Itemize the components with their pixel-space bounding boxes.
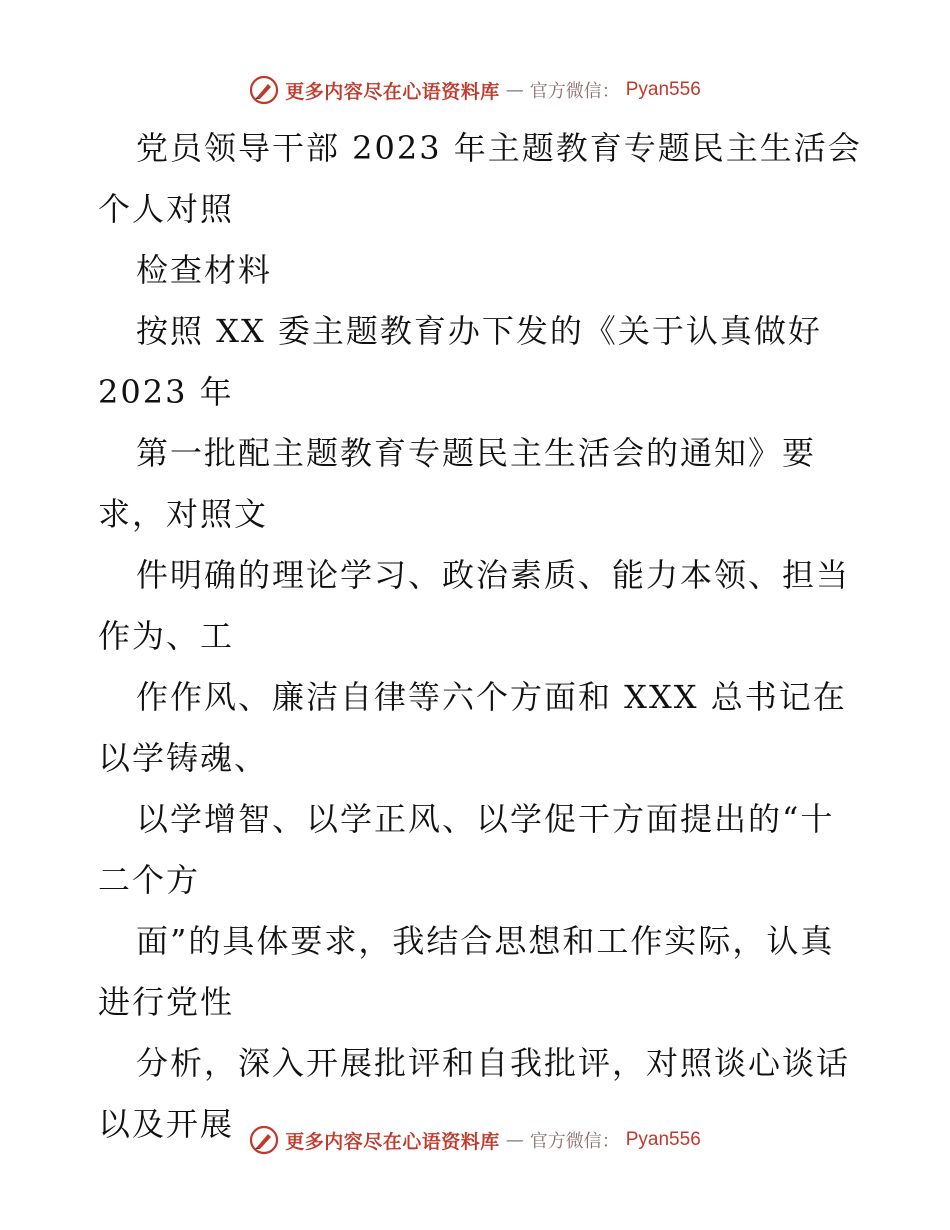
paragraph-line: 以及开展 (98, 1105, 235, 1143)
paragraph-line: 按照 XX 委主题教育办下发的《关于认真做好 (136, 312, 822, 350)
paragraph-line: 二个方 (98, 861, 201, 899)
paragraph-line: 求，对照文 (98, 495, 269, 533)
document-body (98, 118, 878, 1155)
title-line-2: 个人对照 (98, 190, 235, 228)
paragraph-line: 进行党性 (98, 983, 235, 1021)
paragraph-line: 分析，深入开展批评和自我批评，对照谈心谈话 (136, 1044, 851, 1082)
paragraph-line: 作作风、廉洁自律等六个方面和 XXX 总书记在 (136, 678, 847, 716)
pen-logo-icon (249, 75, 279, 105)
paragraph-line: 件明确的理论学习、政治素质、能力本领、担当 (136, 556, 851, 594)
title-line-1: 党员领导干部 2023 年主题教育专题民主生活会 (136, 129, 862, 167)
watermark-text: 更多内容尽在心语资料库 (285, 1130, 500, 1153)
watermark-wechat-label: 官方微信： (529, 1131, 620, 1152)
pen-logo-icon (249, 1125, 279, 1155)
footer-watermark (0, 1120, 950, 1160)
watermark-separator: — (505, 1129, 524, 1151)
watermark-separator: — (505, 79, 524, 101)
watermark-text: 更多内容尽在心语资料库 (285, 80, 500, 103)
paragraph-line: 第一批配主题教育专题民主生活会的通知》要 (136, 434, 817, 472)
paragraph-line: 面”的具体要求，我结合思想和工作实际，认真 (136, 922, 835, 960)
watermark-wechat-id: Pyan556 (625, 1129, 701, 1150)
watermark-wechat-label: 官方微信： (529, 81, 620, 102)
header-watermark (0, 70, 950, 110)
watermark-wechat-id: Pyan556 (625, 79, 701, 100)
paragraph-line: 作为、工 (98, 617, 235, 655)
paragraph-line: 以学铸魂、 (98, 739, 269, 777)
paragraph-line: 以学增智、以学正风、以学促干方面提出的“十 (136, 800, 835, 838)
title-line-3: 检查材料 (136, 251, 273, 289)
paragraph-line: 2023 年 (98, 373, 234, 411)
